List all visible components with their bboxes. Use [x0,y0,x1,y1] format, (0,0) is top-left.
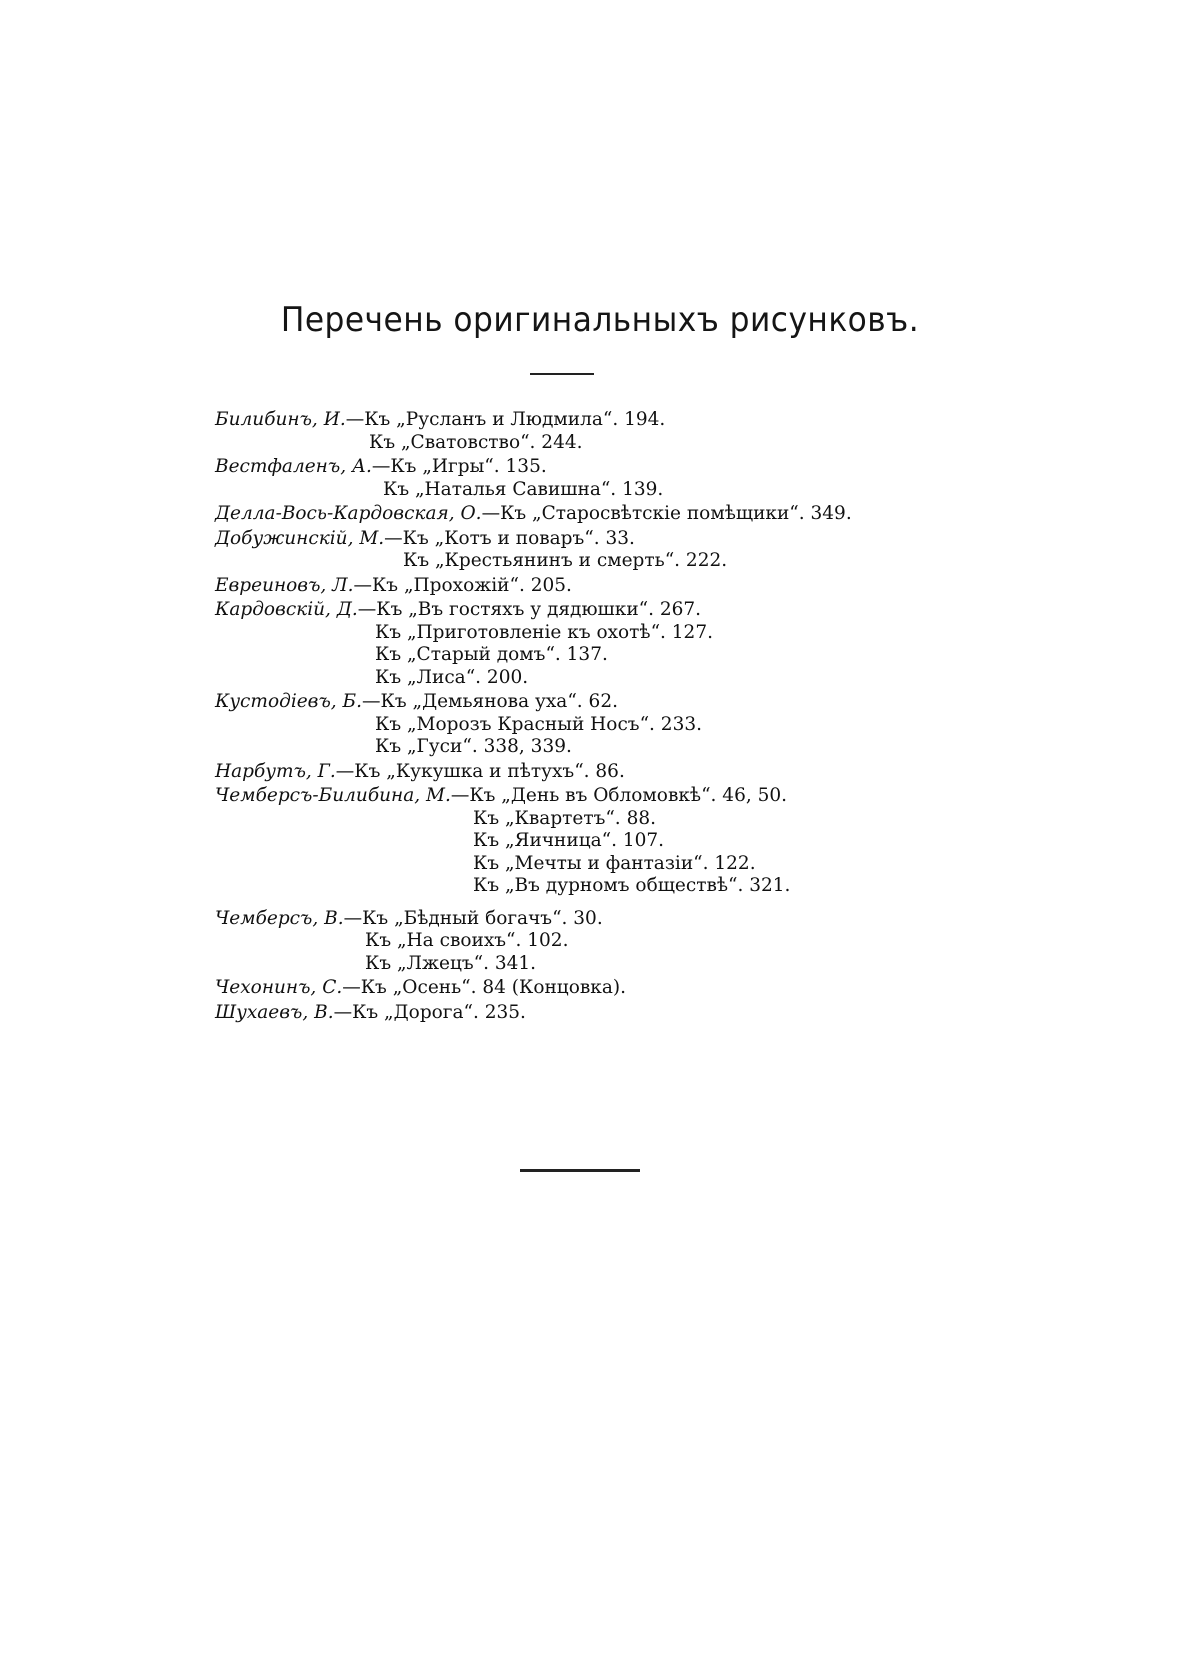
entry-line [215,808,935,831]
page-title: Перечень оригинальныхъ рисунковъ. [280,300,920,340]
author-name: Чемберсъ-Билибина, М. [215,785,451,806]
list-entry [215,528,935,573]
entry-line: Чемберсъ-Билибина, М.—Къ „День въ Обломовкѣ“. 46, 50. [215,785,788,806]
work-ref: Къ „Русланъ и Людмила“. 194. [364,409,666,430]
list-entry [215,785,935,898]
work-ref: Къ „Въ дурномъ обществѣ“. 321. [473,875,791,896]
entry-line [215,432,935,455]
entry-line [215,736,935,759]
work-ref: Къ „Наталья Савишна“. 139. [383,478,664,500]
author-name: Добужинскій, М. [215,527,385,549]
entry-line: Кустодіевъ, Б.—Къ „Демьянова уха“. 62. [215,691,618,712]
work-ref: Къ „Квартетъ“. 88. [473,807,656,829]
entry-line: Чемберсъ, В.—Къ „Бѣдный богачъ“. 30. [215,907,603,929]
author-name: Шухаевъ, В. [215,1001,334,1023]
entry-line [215,830,935,853]
work-ref: Къ „День въ Обломовкѣ“. 46, 50. [469,785,788,806]
work-ref: Къ „Въ гостяхъ у дядюшки“. 267. [376,599,702,620]
entry-line [215,550,935,573]
list-entry [215,503,935,526]
work-ref: Къ „Демьянова уха“. 62. [380,691,618,712]
entry-line [215,667,935,690]
work-ref: Къ „Прохожій“. 205. [371,574,572,596]
author-name: Билибинъ, И. [215,409,346,430]
work-ref: Къ „Лжецъ“. 341. [365,952,537,974]
work-ref: Къ „Кукушка и пѣтухъ“. 86. [354,760,625,782]
work-ref: Къ „Старый домъ“. 137. [375,644,608,665]
list-entry [215,1002,935,1025]
entry-line: Шухаевъ, В.—Къ „Дорога“. 235. [215,1001,526,1023]
author-name: Кустодіевъ, Б. [215,691,363,712]
entry-line [215,714,935,737]
entry-line [215,875,935,898]
work-ref: Къ „Сватовство“. 244. [369,431,583,453]
title-divider [530,373,594,375]
work-ref: Къ „Мечты и фантазіи“. 122. [473,852,756,874]
work-ref: Къ „Гуси“. 338, 339. [375,736,572,757]
work-ref: Къ „Крестьянинъ и смерть“. 222. [403,550,728,571]
entry-line: Добужинскій, М.—Къ „Котъ и поваръ“. 33. [215,527,635,549]
work-ref: Къ „Старосвѣтскіе помѣщики“. 349. [500,503,852,524]
list-entry [215,761,935,784]
work-ref: Къ „На своихъ“. 102. [365,930,569,951]
entry-line: Делла-Вось-Кардовская, О.—Къ „Старосвѣтскіе помѣщики“. 349. [215,503,852,524]
illustration-list [215,409,935,1024]
author-name: Евреиновъ, Л. [215,574,354,596]
entry-line [215,622,935,645]
list-entry [215,575,935,598]
list-entry [215,599,935,689]
work-ref: Къ „Дорога“. 235. [352,1001,526,1023]
entry-line: Евреиновъ, Л.—Къ „Прохожій“. 205. [215,574,572,596]
entry-line: Чехонинъ, С.—Къ „Осень“. 84 (Концовка). [215,977,626,998]
entry-line [215,953,935,976]
entry-line: Кардовскій, Д.—Къ „Въ гостяхъ у дядюшки“. 267. [215,599,702,620]
author-name: Чехонинъ, С. [215,977,343,998]
author-name: Чемберсъ, В. [215,907,344,929]
work-ref: Къ „Лиса“. 200. [375,666,529,688]
author-name: Нарбутъ, Г. [215,760,336,782]
list-entry [215,409,935,454]
entry-line [215,853,935,876]
author-name: Делла-Вось-Кардовская, О. [215,503,482,524]
list-entry [215,977,935,1000]
entry-line: Нарбутъ, Г.—Къ „Кукушка и пѣтухъ“. 86. [215,760,625,782]
work-ref: Къ „Игры“. 135. [390,456,547,477]
work-ref: Къ „Котъ и поваръ“. 33. [402,527,635,549]
list-entry [215,691,935,759]
entry-line [215,479,935,502]
entry-line [215,930,935,953]
entry-line [215,644,935,667]
list-entry [215,456,935,501]
work-ref: Къ „Осень“. 84 (Концовка). [360,977,626,998]
entry-line: Вестфаленъ, А.—Къ „Игры“. 135. [215,456,547,477]
entry-line: Билибинъ, И.—Къ „Русланъ и Людмила“. 194. [215,409,666,430]
end-divider [520,1169,640,1172]
work-ref: Къ „Яичница“. 107. [473,830,665,851]
work-ref: Къ „Морозъ Красный Носъ“. 233. [375,713,702,735]
work-ref: Къ „Бѣдный богачъ“. 30. [362,907,603,929]
author-name: Вестфаленъ, А. [215,456,372,477]
list-entry [215,908,935,976]
author-name: Кардовскій, Д. [215,599,358,620]
work-ref: Къ „Приготовленіе къ охотѣ“. 127. [375,621,713,643]
